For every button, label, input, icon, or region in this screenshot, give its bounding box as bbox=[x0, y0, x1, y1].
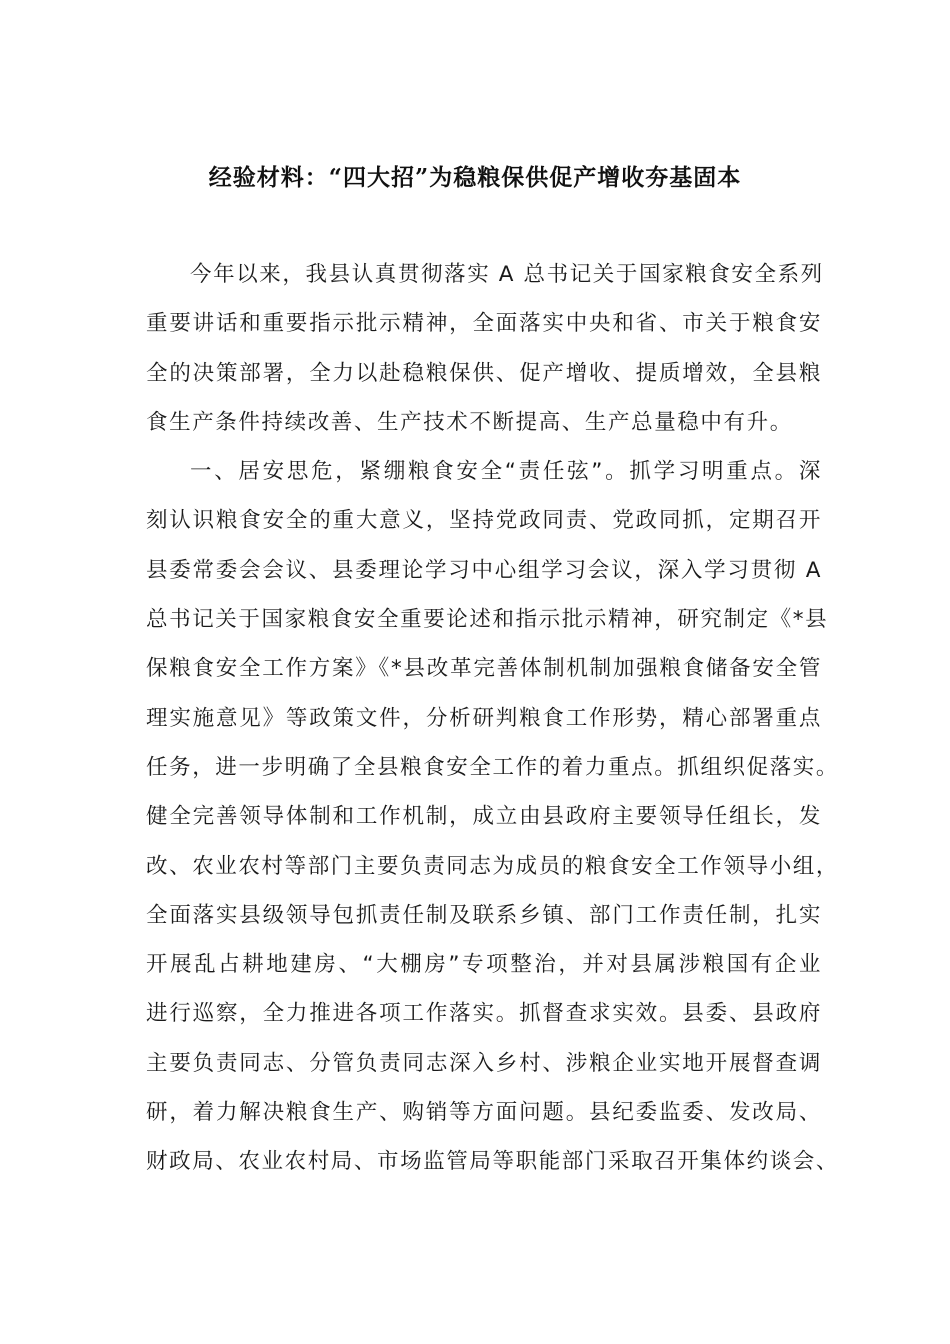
paragraph-line: 县委常委会会议、县委理论学习中心组学习会议，深入学习贯彻 A bbox=[146, 557, 822, 583]
paragraph-line: 今年以来，我县认真贯彻落实 A 总书记关于国家粮食安全系列 bbox=[190, 262, 824, 287]
paragraph-line: 一、居安思危，紧绷粮食安全“责任弦”。抓学习明重点。深 bbox=[190, 459, 822, 485]
paragraph-line: 进行巡察，全力推进各项工作落实。抓督查求实效。县委、县政府 bbox=[146, 1001, 822, 1027]
paragraph-line: 研，着力解决粮食生产、购销等方面问题。县纪委监委、发改局、 bbox=[146, 1100, 822, 1126]
paragraph-line: 改、农业农村等部门主要负责同志为成员的粮食安全工作领导小组， bbox=[146, 853, 840, 879]
paragraph-line: 理实施意见》等政策文件，分析研判粮食工作形势，精心部署重点 bbox=[146, 705, 822, 731]
paragraph-line: 全面落实县级领导包抓责任制及联系乡镇、部门工作责任制，扎实 bbox=[146, 902, 822, 928]
paragraph-line: 全的决策部署，全力以赴稳粮保供、促产增收、提质增效，全县粮 bbox=[146, 360, 822, 386]
document-title: 经验材料：“四大招”为稳粮保供促产增收夯基固本 bbox=[208, 164, 742, 191]
paragraph-line: 总书记关于国家粮食安全重要论述和指示批示精神，研究制定《*县 bbox=[146, 607, 829, 633]
paragraph-line: 开展乱占耕地建房、“大棚房”专项整治，并对县属涉粮国有企业 bbox=[146, 952, 822, 978]
paragraph-line: 重要讲话和重要指示批示精神，全面落实中央和省、市关于粮食安 bbox=[146, 311, 822, 337]
paragraph-line: 健全完善领导体制和工作机制，成立由县政府主要领导任组长，发 bbox=[146, 804, 822, 830]
paragraph-line: 主要负责同志、分管负责同志深入乡村、涉粮企业实地开展督查调 bbox=[146, 1050, 822, 1076]
document-body bbox=[146, 250, 840, 1187]
paragraph-line: 食生产条件持续改善、生产技术不断提高、生产总量稳中有升。 bbox=[146, 409, 793, 435]
paragraph-line: 财政局、农业农村局、市场监管局等职能部门采取召开集体约谈会、 bbox=[146, 1149, 840, 1175]
paragraph-line: 刻认识粮食安全的重大意义，坚持党政同责、党政同抓，定期召开 bbox=[146, 508, 822, 534]
paragraph-line: 保粮食安全工作方案》《*县改革完善体制机制加强粮食储备安全管 bbox=[146, 656, 822, 682]
paragraph-line: 任务，进一步明确了全县粮食安全工作的着力重点。抓组织促落实。 bbox=[146, 754, 840, 780]
